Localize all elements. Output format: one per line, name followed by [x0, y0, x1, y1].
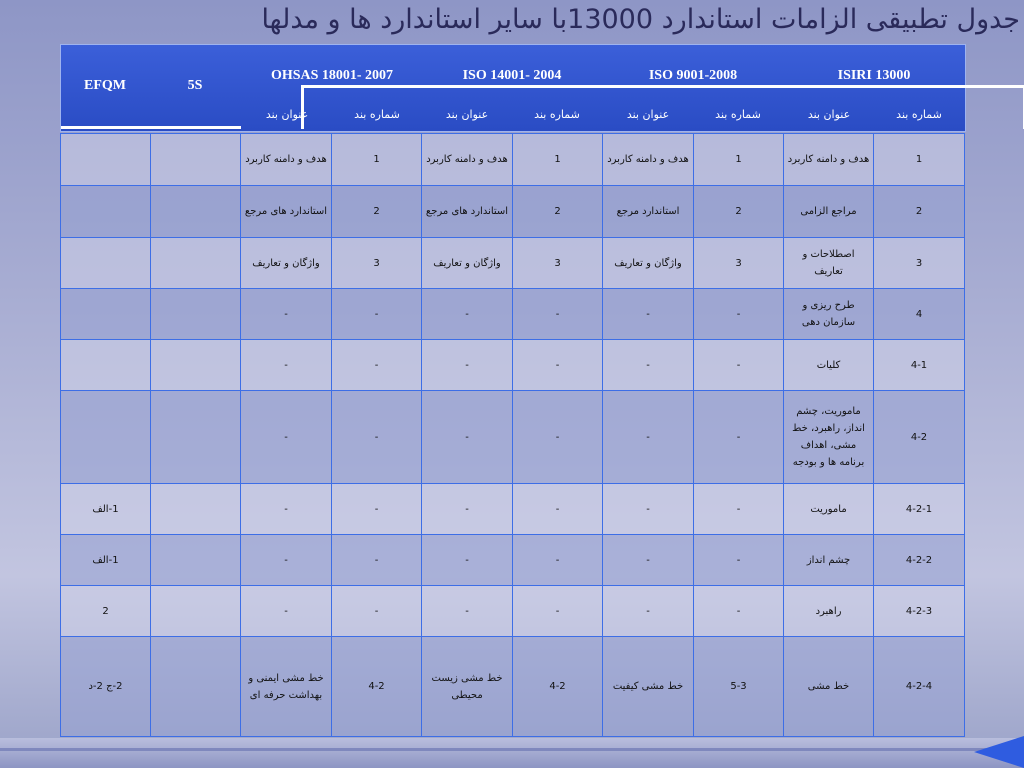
cell-iso9001-title: - — [603, 391, 694, 484]
cell-ohsas-number: - — [332, 484, 422, 535]
comparison-table — [60, 133, 965, 737]
cell-isiri-title: مراجع الزامی — [784, 186, 874, 238]
table-row — [61, 484, 965, 535]
header-5s: 5S — [187, 78, 203, 93]
cell-efqm — [61, 289, 151, 340]
cell-iso14001-title: - — [422, 535, 513, 586]
header-ohsas: OHSAS 18001- 2007 — [270, 68, 394, 83]
cell-iso14001-title: هدف و دامنه کاربرد — [422, 134, 513, 186]
cell-iso14001-title: - — [422, 484, 513, 535]
footer-band — [0, 738, 1024, 768]
table-row — [61, 186, 965, 238]
cell-isiri-number: 4-2 — [874, 391, 965, 484]
cell-iso9001-title: استاندارد مرجع — [603, 186, 694, 238]
cell-efqm: 1-الف — [61, 484, 151, 535]
cell-efqm — [61, 186, 151, 238]
cell-iso14001-number: 3 — [513, 238, 603, 289]
cell-isiri-number: 4-2-1 — [874, 484, 965, 535]
cell-isiri-number: 4 — [874, 289, 965, 340]
cell-ohsas-number: 3 — [332, 238, 422, 289]
cell-ohsas-title: هدف و دامنه کاربرد — [241, 134, 332, 186]
cell-iso14001-number: - — [513, 340, 603, 391]
header-ohsas-number: شماره بند — [354, 108, 400, 121]
header-isiri: ISIRI 13000 — [837, 68, 911, 83]
cell-iso14001-number: 4-2 — [513, 637, 603, 737]
cell-ohsas-title: - — [241, 586, 332, 637]
cell-iso9001-number: - — [694, 391, 784, 484]
cell-iso9001-title: - — [603, 535, 694, 586]
slide-title: جدول تطبیقی الزامات استاندارد 13000با سایر استاندارد ها و مدلها — [261, 4, 1020, 35]
arrow-icon — [974, 736, 1024, 768]
table-row — [61, 586, 965, 637]
table-row — [61, 238, 965, 289]
table-row — [61, 637, 965, 737]
cell-isiri-title: راهبرد — [784, 586, 874, 637]
cell-5s — [151, 186, 241, 238]
footer-line — [0, 748, 990, 751]
header-isiri-title: عنوان بند — [807, 108, 851, 121]
cell-efqm — [61, 238, 151, 289]
header-efqm: EFQM — [84, 78, 126, 93]
cell-5s — [151, 391, 241, 484]
cell-5s — [151, 238, 241, 289]
cell-ohsas-number: - — [332, 391, 422, 484]
cell-iso9001-number: - — [694, 535, 784, 586]
cell-iso14001-title: واژگان و تعاریف — [422, 238, 513, 289]
header-iso9001-title: عنوان بند — [626, 108, 670, 121]
cell-iso14001-number: - — [513, 391, 603, 484]
cell-isiri-title: کلیات — [784, 340, 874, 391]
cell-efqm: 2 — [61, 586, 151, 637]
cell-isiri-number: 4-2-3 — [874, 586, 965, 637]
cell-ohsas-title: واژگان و تعاریف — [241, 238, 332, 289]
cell-ohsas-number: - — [332, 340, 422, 391]
cell-5s — [151, 637, 241, 737]
cell-iso14001-title: - — [422, 340, 513, 391]
cell-iso9001-title: واژگان و تعاریف — [603, 238, 694, 289]
cell-ohsas-number: - — [332, 535, 422, 586]
cell-isiri-number: 3 — [874, 238, 965, 289]
cell-ohsas-number: 1 — [332, 134, 422, 186]
cell-5s — [151, 134, 241, 186]
cell-iso9001-title: هدف و دامنه کاربرد — [603, 134, 694, 186]
cell-isiri-number: 2 — [874, 186, 965, 238]
header-iso9001-number: شماره بند — [715, 108, 761, 121]
cell-isiri-number: 4-1 — [874, 340, 965, 391]
cell-iso9001-number: 1 — [694, 134, 784, 186]
cell-efqm: 2-ج 2-د — [61, 637, 151, 737]
cell-iso14001-title: خط مشی زیست محیطی — [422, 637, 513, 737]
header-iso9001: ISO 9001-2008 — [648, 68, 738, 83]
cell-5s — [151, 586, 241, 637]
cell-isiri-title: طرح ریزی و سازمان دهی — [784, 289, 874, 340]
header-iso14001-number: شماره بند — [534, 108, 580, 121]
header-ohsas-title: عنوان بند — [265, 108, 309, 121]
cell-iso14001-number: - — [513, 535, 603, 586]
cell-iso14001-number: - — [513, 586, 603, 637]
cell-ohsas-title: - — [241, 391, 332, 484]
cell-iso9001-title: - — [603, 484, 694, 535]
cell-isiri-number: 1 — [874, 134, 965, 186]
cell-ohsas-number: 2 — [332, 186, 422, 238]
header-iso14001-title: عنوان بند — [445, 108, 489, 121]
cell-iso14001-title: - — [422, 289, 513, 340]
cell-isiri-title: هدف و دامنه کاربرد — [784, 134, 874, 186]
cell-isiri-title: اصطلاحات و تعاریف — [784, 238, 874, 289]
cell-iso9001-number: 3 — [694, 238, 784, 289]
cell-iso9001-title: - — [603, 586, 694, 637]
cell-efqm — [61, 134, 151, 186]
cell-efqm — [61, 340, 151, 391]
cell-iso14001-number: - — [513, 289, 603, 340]
cell-iso9001-number: 2 — [694, 186, 784, 238]
cell-isiri-number: 4-2-4 — [874, 637, 965, 737]
cell-5s — [151, 484, 241, 535]
cell-ohsas-number: 4-2 — [332, 637, 422, 737]
cell-isiri-title: خط مشی — [784, 637, 874, 737]
cell-isiri-title: چشم انداز — [784, 535, 874, 586]
cell-iso9001-number: - — [694, 484, 784, 535]
cell-ohsas-number: - — [332, 586, 422, 637]
cell-iso14001-number: 1 — [513, 134, 603, 186]
cell-ohsas-title: - — [241, 484, 332, 535]
cell-iso14001-title: استاندارد های مرجع — [422, 186, 513, 238]
cell-iso9001-number: - — [694, 340, 784, 391]
table-row — [61, 134, 965, 186]
cell-iso9001-number: - — [694, 586, 784, 637]
cell-efqm — [61, 391, 151, 484]
cell-iso9001-number: - — [694, 289, 784, 340]
header-subrow — [301, 85, 1024, 129]
cell-isiri-title: ماموریت — [784, 484, 874, 535]
cell-efqm: 1-الف — [61, 535, 151, 586]
cell-5s — [151, 289, 241, 340]
header-isiri-number: شماره بند — [896, 108, 942, 121]
cell-isiri-title: ماموریت، چشم انداز، راهبرد، خط مشی، اهداف برنامه ها و بودجه — [784, 391, 874, 484]
cell-iso14001-number: - — [513, 484, 603, 535]
cell-iso9001-title: - — [603, 289, 694, 340]
header-iso14001: ISO 14001- 2004 — [462, 68, 562, 83]
cell-iso9001-title: خط مشی کیفیت — [603, 637, 694, 737]
cell-ohsas-title: - — [241, 289, 332, 340]
cell-ohsas-title: - — [241, 340, 332, 391]
table-row — [61, 535, 965, 586]
cell-isiri-number: 4-2-2 — [874, 535, 965, 586]
cell-ohsas-title: استاندارد های مرجع — [241, 186, 332, 238]
cell-5s — [151, 340, 241, 391]
cell-ohsas-title: - — [241, 535, 332, 586]
table-row — [61, 391, 965, 484]
cell-ohsas-title: خط مشی ایمنی و بهداشت حرفه ای — [241, 637, 332, 737]
cell-ohsas-number: - — [332, 289, 422, 340]
cell-iso9001-title: - — [603, 340, 694, 391]
cell-iso14001-number: 2 — [513, 186, 603, 238]
table-row — [61, 340, 965, 391]
cell-iso14001-title: - — [422, 391, 513, 484]
cell-5s — [151, 535, 241, 586]
table-row — [61, 289, 965, 340]
cell-iso9001-number: 5-3 — [694, 637, 784, 737]
cell-iso14001-title: - — [422, 586, 513, 637]
